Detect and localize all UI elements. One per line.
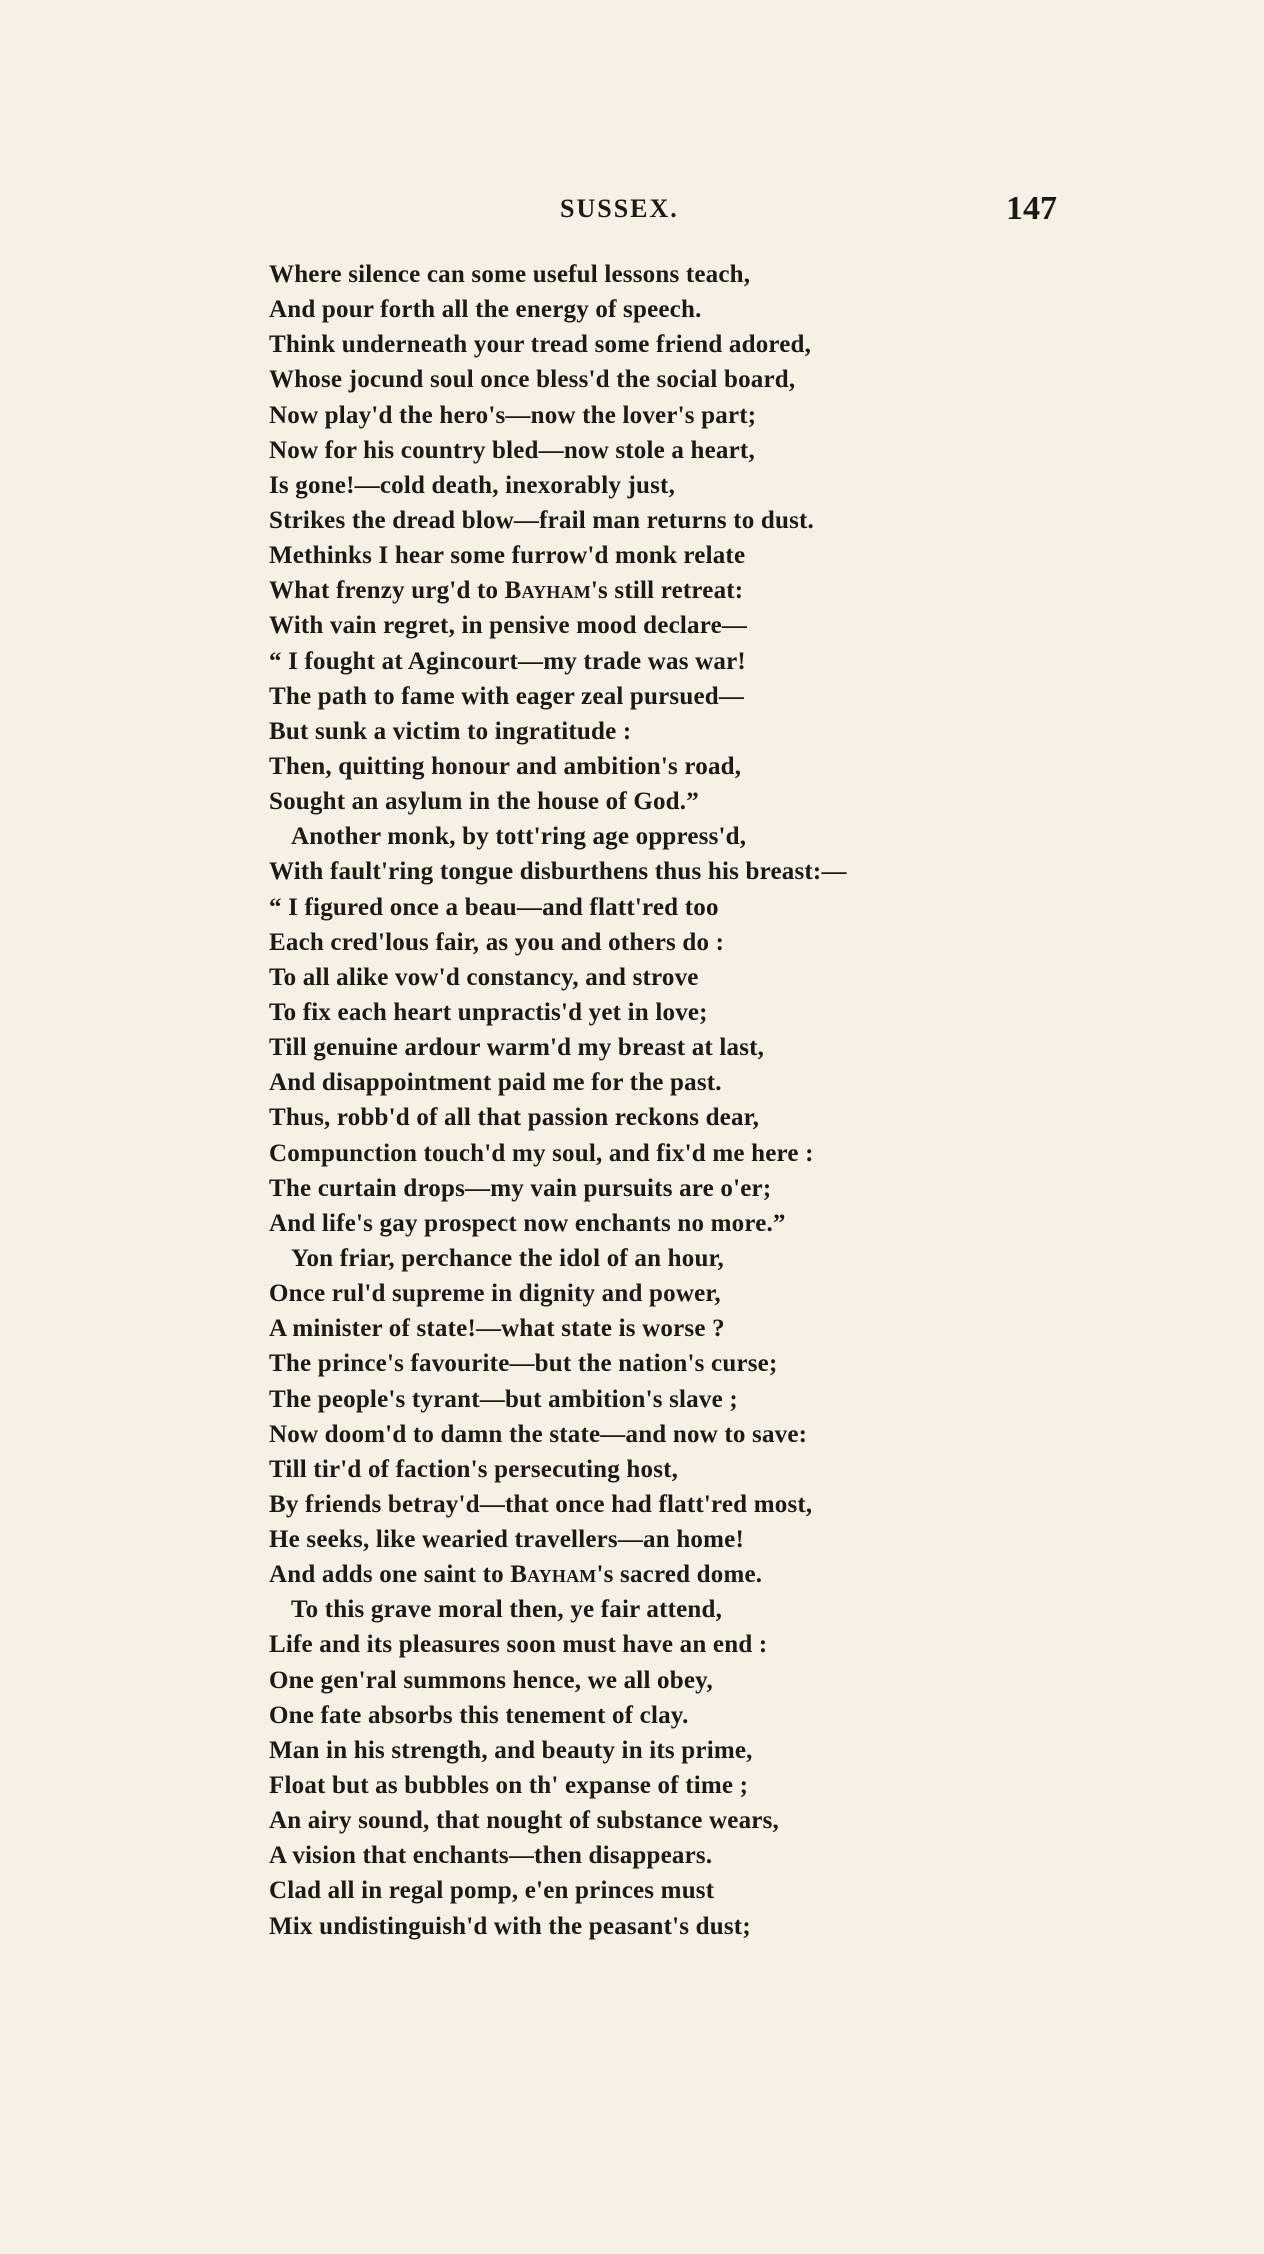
poem-line — [269, 1311, 1169, 1346]
poem-line — [269, 1733, 1169, 1768]
poem-line — [269, 257, 1169, 292]
line-text: Thus, robb'd of all that passion reckons dear, — [269, 1104, 760, 1132]
poem-line — [269, 1136, 1169, 1171]
poem-line — [269, 292, 1169, 327]
line-text: Think underneath your tread some friend adored, — [269, 331, 812, 359]
poem-line — [269, 890, 1169, 925]
line-text: “ I figured once a beau—and flatt'red too — [269, 893, 719, 921]
line-text: Now play'd the hero's—now the lover's part; — [269, 401, 757, 429]
line-text: Float but as bubbles on th' expanse of time ; — [269, 1772, 749, 1800]
poem-line — [269, 1698, 1169, 1733]
poem-line — [269, 679, 1169, 714]
line-text: Mix undistinguish'd with the peasant's dust; — [269, 1912, 751, 1940]
place-name: Bayham — [510, 1561, 597, 1589]
poem-line — [269, 1838, 1169, 1873]
poem-line — [269, 1768, 1169, 1803]
line-text: To fix each heart unpractis'd yet in love; — [269, 998, 708, 1026]
line-text: The prince's favourite—but the nation's curse; — [269, 1350, 778, 1378]
line-text: The people's tyrant—but ambition's slave ; — [269, 1385, 738, 1413]
line-text: Is gone!—cold death, inexorably just, — [269, 471, 676, 499]
line-text: Then, quitting honour and ambition's road, — [269, 752, 742, 780]
poem-line — [269, 749, 1169, 784]
poem-line — [269, 327, 1169, 362]
line-text: Clad all in regal pomp, e'en princes must — [269, 1877, 715, 1905]
poem-line — [269, 1592, 1169, 1627]
poem-line — [269, 1382, 1169, 1417]
running-title: SUSSEX. — [560, 194, 679, 223]
line-text: 's sacred dome. — [596, 1561, 763, 1589]
line-text: And pour forth all the energy of speech. — [269, 296, 702, 324]
poem-line — [269, 398, 1169, 433]
line-text: With fault'ring tongue disburthens thus his breast:— — [269, 858, 847, 886]
poem-text — [269, 257, 1169, 1944]
poem-line — [269, 1803, 1169, 1838]
poem-line — [269, 1241, 1169, 1276]
poem-line — [269, 1663, 1169, 1698]
poem-line — [269, 784, 1169, 819]
line-text: And life's gay prospect now enchants no more.” — [269, 1209, 786, 1237]
poem-line — [269, 1417, 1169, 1452]
poem-line — [269, 608, 1169, 643]
line-text: Man in his strength, and beauty in its prime, — [269, 1736, 753, 1764]
line-text: Sought an asylum in the house of God.” — [269, 788, 699, 816]
line-text: One fate absorbs this tenement of clay. — [269, 1701, 689, 1729]
poem-line — [269, 362, 1169, 397]
line-text: Till genuine ardour warm'd my breast at last, — [269, 1034, 765, 1062]
poem-line — [269, 538, 1169, 573]
poem-line — [269, 644, 1169, 679]
line-text: Where silence can some useful lessons teach, — [269, 261, 751, 288]
line-text: To all alike vow'd constancy, and strove — [269, 963, 699, 991]
line-text: “ I fought at Agincourt—my trade was war! — [269, 647, 746, 675]
poem-line — [269, 714, 1169, 749]
line-text: Life and its pleasures soon must have an end : — [269, 1631, 768, 1659]
line-text: Now for his country bled—now stole a heart, — [269, 436, 755, 464]
poem-line — [269, 995, 1169, 1030]
line-text: Once rul'd supreme in dignity and power, — [269, 1280, 721, 1308]
running-head — [0, 190, 1264, 230]
line-text: Yon friar, perchance the idol of an hour, — [291, 1244, 725, 1272]
poem-line — [269, 1100, 1169, 1135]
poem-line — [269, 1065, 1169, 1100]
poem-line — [269, 1909, 1169, 1944]
poem-line — [269, 1206, 1169, 1241]
poem-line — [269, 1346, 1169, 1381]
poem-line — [269, 819, 1169, 854]
line-text: Compunction touch'd my soul, and fix'd me here : — [269, 1139, 814, 1167]
poem-line — [269, 468, 1169, 503]
poem-line — [269, 433, 1169, 468]
poem-line — [269, 1171, 1169, 1206]
line-text: 's still retreat: — [590, 577, 744, 605]
place-name: Bayham — [504, 577, 591, 605]
line-text: What frenzy urg'd to — [269, 577, 505, 605]
poem-line — [269, 925, 1169, 960]
line-text: Methinks I hear some furrow'd monk relate — [269, 542, 746, 570]
line-text: Till tir'd of faction's persecuting host, — [269, 1455, 679, 1483]
line-text: One gen'ral summons hence, we all obey, — [269, 1666, 713, 1694]
poem-line — [269, 573, 1169, 608]
line-text: The curtain drops—my vain pursuits are o'er; — [269, 1174, 772, 1202]
line-text: A minister of state!—what state is worse ? — [269, 1315, 725, 1343]
line-text: Now doom'd to damn the state—and now to save: — [269, 1420, 808, 1448]
line-text: An airy sound, that nought of substance wears, — [269, 1807, 779, 1835]
poem-line — [269, 1557, 1169, 1592]
line-text: Each cred'lous fair, as you and others do : — [269, 928, 725, 956]
poem-line — [269, 1522, 1169, 1557]
line-text: The path to fame with eager zeal pursued— — [269, 682, 745, 710]
poem-line — [269, 1487, 1169, 1522]
line-text: A vision that enchants—then disappears. — [269, 1842, 713, 1870]
poem-line — [269, 854, 1169, 889]
line-text: With vain regret, in pensive mood declare— — [269, 612, 748, 640]
poem-line — [269, 1276, 1169, 1311]
line-text: But sunk a victim to ingratitude : — [269, 717, 632, 745]
line-text: Another monk, by tott'ring age oppress'd, — [291, 823, 747, 851]
line-text: Strikes the dread blow—frail man returns to dust. — [269, 506, 815, 534]
poem-line — [269, 1627, 1169, 1662]
page-number: 147 — [1006, 190, 1057, 227]
poem-line — [269, 960, 1169, 995]
poem-line — [269, 1030, 1169, 1065]
line-text: He seeks, like wearied travellers—an home! — [269, 1526, 744, 1554]
line-text: Whose jocund soul once bless'd the social board, — [269, 366, 796, 394]
line-text: To this grave moral then, ye fair attend, — [291, 1596, 723, 1624]
line-text: By friends betray'd—that once had flatt'red most, — [269, 1490, 813, 1518]
line-text: And adds one saint to — [269, 1561, 511, 1589]
poem-line — [269, 1873, 1169, 1908]
poem-line — [269, 1452, 1169, 1487]
poem-line — [269, 503, 1169, 538]
line-text: And disappointment paid me for the past. — [269, 1069, 722, 1097]
